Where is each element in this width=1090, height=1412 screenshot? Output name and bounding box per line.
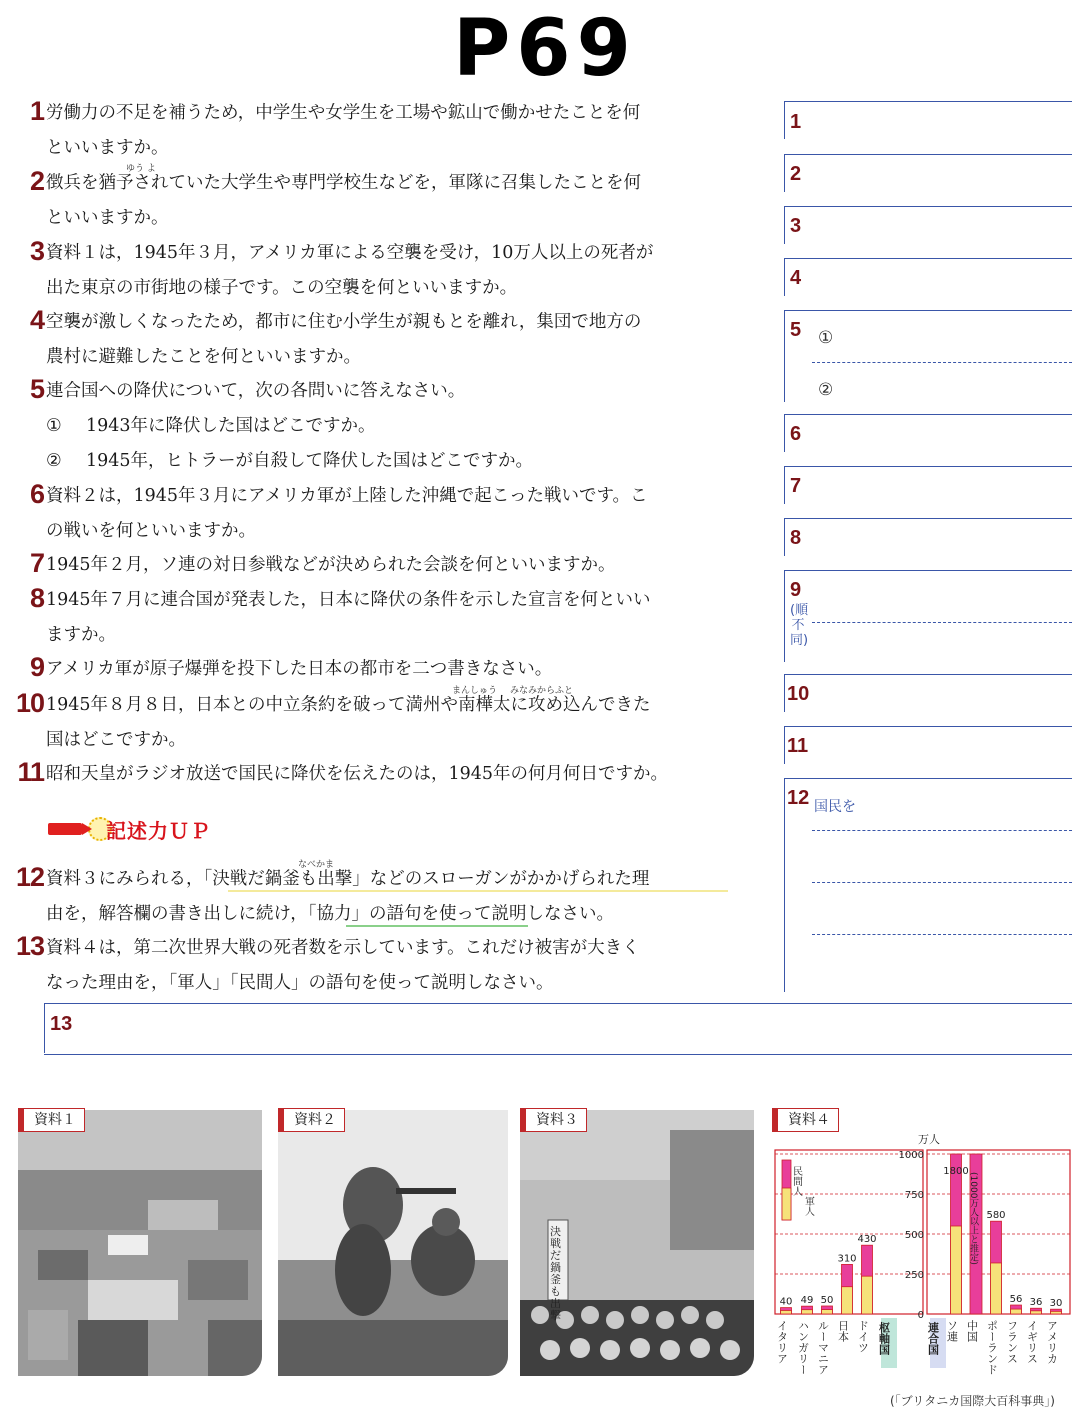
y-tick-label: 500 — [904, 1230, 924, 1241]
x-label-japan: 日本 — [836, 1320, 850, 1342]
photo-okinawa-battle — [278, 1110, 508, 1376]
answer-rule — [784, 726, 1072, 727]
answer-number-10: 10 — [787, 683, 810, 705]
material-4-tag: 資料４ — [772, 1108, 839, 1132]
question-text: 連合国への降伏について，次の各問いに答えなさい。 — [46, 381, 466, 401]
photo-material-2 — [278, 1110, 508, 1376]
answer-rule — [784, 310, 1072, 311]
question-text: アメリカ軍が原子爆弾を投下した日本の都市を二つ書きなさい。 — [46, 659, 553, 679]
ruby-minamikarafuto: みなみからふと — [510, 686, 574, 696]
pencil-icon — [48, 823, 82, 835]
photo-material-1 — [18, 1110, 262, 1376]
slogan-banner: 決戦だ鍋釜も出撃 — [550, 1225, 561, 1322]
question-number: 8 — [29, 583, 44, 613]
data-label-japan: 310 — [837, 1253, 857, 1265]
answer-number-4: 4 — [790, 267, 802, 289]
data-label-italy: 40 — [779, 1296, 793, 1308]
y-tick-label: 1000 — [898, 1150, 924, 1161]
question-text: 空襲が激しくなったため，都市に住む小学生が親もとを離れ，集団で地方の 農村に避難したことを何といいますか。 — [46, 312, 642, 367]
answer-number-13: 13 — [50, 1013, 73, 1035]
y-tick-label: 750 — [904, 1190, 924, 1201]
answer-number-5: 5 — [790, 319, 802, 341]
question-number: 9 — [29, 652, 44, 682]
answer-rule — [784, 206, 785, 244]
highlight-underline — [228, 890, 728, 892]
x-label-china: 中国 — [965, 1320, 979, 1342]
question-number: 1 — [29, 96, 44, 126]
answer-dash — [812, 830, 1072, 831]
data-label-uk: 36 — [1029, 1297, 1043, 1309]
group-label-axis: 枢軸国 — [877, 1322, 891, 1355]
question-4 — [14, 305, 736, 375]
answer-rule — [784, 414, 1072, 415]
x-label-germany: ドイツ — [856, 1320, 870, 1353]
data-label-poland: 580 — [986, 1210, 1006, 1222]
bar-ussr-bar-military — [951, 1226, 962, 1314]
bar-japan-bar-military — [842, 1287, 853, 1314]
question-text: 1945年８月８日，日本との中立条約を破って満州や南樺太に攻め込んできた 国はどこですか。 — [46, 695, 651, 750]
x-label-italy: イタリア — [775, 1320, 789, 1364]
chart-unit-label: 万人 — [918, 1133, 940, 1146]
answer-number-7: 7 — [790, 475, 802, 497]
question-number: 3 — [29, 236, 44, 266]
answer-rule — [784, 466, 785, 504]
question-number: 6 — [29, 479, 44, 509]
data-label-hungary: 49 — [800, 1295, 814, 1307]
x-label-usa: アメリカ — [1045, 1320, 1059, 1364]
section-label-text: 記述力ＵＰ — [106, 818, 211, 843]
war-deaths-chart — [770, 1132, 1076, 1392]
ruby-nabekama: なべかま — [298, 860, 335, 870]
data-label-germany: 430 — [857, 1234, 877, 1246]
question-text: 資料４は，第二次世界大戦の死者数を示しています。これだけ被害が大きく なった理由を，「軍人」「民間人」の語句を使って説明しなさい。 — [46, 938, 640, 993]
question-number: 7 — [29, 548, 44, 578]
material-1-tag: 資料１ — [18, 1108, 85, 1132]
bar-poland-bar-military — [991, 1263, 1002, 1314]
bar-france-bar-military — [1011, 1309, 1022, 1314]
question-text: 昭和天皇がラジオ放送で国民に降伏を伝えたのは，1945年の何月何日ですか。 — [46, 764, 669, 784]
data-label-china: (1000万人以上と推定) — [968, 1172, 978, 1265]
data-label-usa: 30 — [1049, 1298, 1063, 1310]
question-number: 13 — [15, 931, 44, 961]
data-label-france: 56 — [1009, 1294, 1023, 1306]
answer-rule — [44, 1003, 1072, 1004]
answer-rule — [784, 154, 1072, 155]
answer-5-mark-2: ② — [818, 380, 834, 400]
legend-label-civilian: 民間人 — [790, 1166, 802, 1196]
question-3 — [14, 236, 736, 306]
answer-rule — [784, 726, 785, 764]
answer-number-11: 11 — [787, 735, 809, 757]
x-label-uk: イギリス — [1025, 1320, 1039, 1364]
question-number: 4 — [29, 305, 44, 335]
question-11 — [14, 757, 736, 792]
question-1 — [14, 96, 736, 166]
y-tick-label: 0 — [917, 1310, 924, 1321]
answer-dash — [812, 934, 1072, 935]
question-5-sub-2 — [46, 444, 533, 479]
question-text: 資料３にみられる，「決戦だ鍋釜も出撃」などのスローガンがかかげられた理 由を，解答欄の書き出しに続け，「協力」の語句を使って説明しなさい。 — [46, 869, 650, 924]
answer-rule — [784, 518, 785, 556]
material-3-tag: 資料３ — [520, 1108, 587, 1132]
answer-number-12: 12 — [787, 787, 810, 809]
question-text: 資料２は，1945年３月にアメリカ軍が上陸した沖縄で起こった戦いです。こ の戦いを何といいますか。 — [46, 486, 648, 541]
answer-rule — [784, 154, 785, 192]
bar-germany-bar-military — [862, 1276, 873, 1314]
question-number: 5 — [29, 374, 44, 404]
section-label — [48, 812, 211, 846]
question-text: 資料１は，1945年３月，アメリカ軍による空襲を受け，10万人以上の死者が 出た東京の市街地の様子です。この空襲を何といいますか。 — [46, 243, 654, 298]
question-text: 労働力の不足を補うため，中学生や女学生を工場や鉱山で働かせたことを何 といいますか。 — [46, 103, 641, 158]
answer-rule — [784, 310, 785, 402]
question-5-sub-1 — [46, 409, 376, 444]
answer-number-2: 2 — [790, 163, 802, 185]
chart-source: (「ブリタニカ国際大百科事典」) — [890, 1394, 1055, 1408]
answer-9-note: (順不同) — [790, 603, 809, 648]
answer-12-hint: 国民を — [814, 799, 856, 815]
answer-number-9: 9 — [790, 579, 802, 601]
answer-rule — [784, 258, 1072, 259]
answer-rule — [784, 206, 1072, 207]
question-13 — [14, 931, 736, 1001]
answer-rule — [784, 778, 1072, 779]
answer-dash — [812, 622, 1072, 623]
question-9 — [14, 652, 736, 687]
answer-rule — [784, 414, 785, 452]
answer-rule — [784, 101, 785, 139]
question-text: 1945年７月に連合国が発表した，日本に降伏の条件を示した宣言を何といい ますか。 — [46, 590, 651, 645]
photo-material-3 — [520, 1110, 754, 1376]
bar-hungary-bar-military — [802, 1310, 813, 1314]
question-text: 1945年２月，ソ連の対日参戦などが決められた会談を何といいますか。 — [46, 555, 616, 575]
answer-rule — [784, 518, 1072, 519]
page-title: P69 — [453, 4, 637, 94]
x-label-poland: ポーランド — [985, 1320, 999, 1375]
question-12 — [14, 862, 736, 932]
answer-number-1: 1 — [790, 111, 802, 133]
bar-italy-bar-military — [781, 1310, 792, 1314]
question-6 — [14, 479, 736, 549]
question-10 — [14, 688, 736, 758]
answer-5-mark-1: ① — [818, 328, 834, 348]
sub-text: 1943年に降伏した国はどこですか。 — [86, 416, 376, 436]
ruby-manshuu: まんしゅう — [452, 686, 498, 696]
photo-tokyo-air-raid — [18, 1110, 262, 1376]
highlight-underline — [346, 925, 528, 927]
x-label-ussr: ソ連 — [945, 1320, 959, 1342]
answer-rule — [784, 674, 1072, 675]
answer-rule — [44, 1003, 45, 1053]
data-label-romania: 50 — [820, 1295, 834, 1306]
answer-rule — [784, 778, 785, 992]
y-tick-label: 250 — [904, 1270, 924, 1281]
answer-number-3: 3 — [790, 215, 802, 237]
question-number: 2 — [29, 166, 44, 196]
question-8 — [14, 583, 736, 653]
question-number: 11 — [17, 757, 44, 787]
answer-rule — [784, 258, 785, 296]
answer-rule — [784, 570, 1072, 571]
question-5 — [14, 374, 736, 409]
bar-usa-bar-military — [1051, 1311, 1062, 1314]
material-2-tag: 資料２ — [278, 1108, 345, 1132]
answer-rule — [784, 466, 1072, 467]
question-number: 12 — [15, 862, 44, 892]
answer-number-6: 6 — [790, 423, 802, 445]
question-text: 徴兵を猶予されていた大学生や専門学校生などを，軍隊に召集したことを何 といいますか。 — [46, 173, 641, 228]
question-7 — [14, 548, 736, 583]
bar-romania-bar-military — [822, 1310, 833, 1314]
sub-text: 1945年，ヒトラーが自殺して降伏した国はどこですか。 — [86, 451, 534, 471]
sub-mark: ② — [46, 451, 62, 471]
answer-rule — [784, 570, 785, 662]
answer-dash — [812, 882, 1072, 883]
legend-label-military: 軍人 — [802, 1196, 814, 1216]
ruby-yuuyo: ゆう よ — [126, 164, 156, 174]
answer-rule — [784, 674, 785, 712]
answer-dash — [812, 362, 1072, 363]
sub-mark: ① — [46, 416, 62, 436]
answer-rule — [44, 1054, 1072, 1055]
answer-rule — [784, 101, 1072, 102]
data-label-ussr: 1800 — [943, 1166, 969, 1177]
x-label-romania: ルーマニア — [816, 1320, 830, 1375]
answer-number-8: 8 — [790, 527, 802, 549]
question-2 — [14, 166, 736, 236]
question-number: 10 — [15, 688, 44, 718]
x-label-hungary: ハンガリー — [796, 1320, 810, 1375]
group-label-allies: 連合国 — [926, 1322, 940, 1355]
bar-uk-bar-military — [1031, 1311, 1042, 1314]
x-label-france: フランス — [1005, 1320, 1019, 1364]
